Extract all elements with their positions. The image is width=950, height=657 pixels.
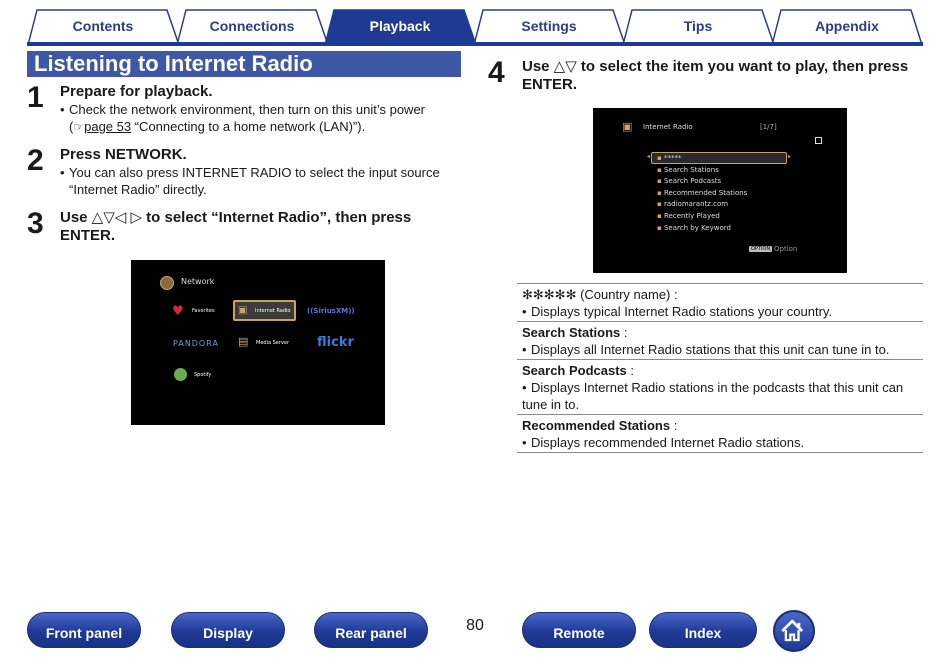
step-2-number: 2 [27, 144, 44, 177]
option-label: Option [774, 245, 798, 253]
favorites-heart-icon: ♥ [172, 304, 184, 319]
desc-recommended-title: Recommended Stations [522, 418, 671, 433]
pandora-logo: PANDORA [173, 339, 219, 348]
step-1-heading: Prepare for playback. [60, 83, 213, 100]
menu-square-icon [815, 137, 822, 144]
internet-radio-screenshot [593, 108, 847, 273]
tab-settings[interactable]: Settings [521, 18, 577, 34]
list-item: ▪ Search Podcasts [657, 177, 722, 186]
network-globe-icon [160, 276, 174, 290]
desc-search-podcasts-title: Search Podcasts [522, 363, 627, 378]
step-3-heading [60, 209, 460, 245]
step-4-heading-b: ENTER. [522, 76, 578, 93]
menu-descriptions [517, 283, 923, 453]
desc-search-podcasts-text-a: Displays Internet Radio stations in the podcasts that this unit can [531, 380, 904, 395]
folder-icon: ▪ [657, 188, 662, 197]
media-server-icon: ▤ [238, 335, 249, 348]
step-4-number: 4 [488, 56, 505, 89]
folder-icon: ▪ [657, 200, 662, 209]
internet-radio-list [657, 153, 747, 234]
home-icon [775, 612, 813, 650]
desc-colon: : [626, 363, 635, 378]
list-item: ▪ radiomarantz.com [657, 200, 729, 209]
desc-search-stations-text: Displays all Internet Radio stations that this unit can tune in to. [531, 342, 890, 357]
front-panel-button[interactable]: Front panel [27, 612, 141, 648]
option-key-badge: OPTION [751, 246, 771, 252]
step-3-heading-b: ENTER. [60, 227, 116, 244]
list-item: ▪ Recently Played [657, 211, 720, 220]
folder-icon: ▪ [657, 165, 662, 174]
tab-connections[interactable]: Connections [209, 18, 295, 34]
favorites-label: Favorites [192, 308, 215, 314]
folder-icon: ▪ [657, 154, 662, 162]
step-3-heading-a: Use △▽◁ ▷ to select “Internet Radio”, then press [60, 209, 412, 226]
step-2-text-b: “Internet Radio” directly. [69, 182, 207, 197]
step-4-heading [522, 58, 922, 94]
desc-search-podcasts-text-b: tune in to. [522, 397, 580, 412]
desc-country-suffix: (Country name) : [576, 287, 678, 302]
page-number: 80 [466, 617, 484, 634]
pointing-hand-icon: ☞ [73, 120, 85, 134]
desc-search-stations-title: Search Stations [522, 325, 621, 340]
network-menu-screenshot [131, 260, 385, 425]
rear-panel-button[interactable]: Rear panel [314, 612, 428, 648]
step-4-heading-a: Use △▽ to select the item you want to play, then press [522, 58, 909, 75]
step-3-number: 3 [27, 207, 44, 240]
tab-contents[interactable]: Contents [72, 18, 134, 34]
list-item: ▪ Search Stations [657, 165, 719, 174]
step-2-heading: Press NETWORK. [60, 146, 187, 163]
siriusxm-logo: ((SiriusXM)) [307, 307, 355, 315]
step-1-text: Check the network environment, then turn on this unit’s power [69, 102, 426, 117]
desc-country-text: Displays typical Internet Radio stations your country. [531, 304, 833, 319]
section-title: Listening to Internet Radio [27, 51, 461, 77]
desc-colon: : [620, 325, 628, 340]
internet-radio-icon: ▣ [622, 120, 633, 133]
list-item: ▪ Recommended Stations [657, 188, 748, 197]
home-button[interactable] [773, 610, 815, 652]
step-1-body: • Check the network environment, then turn on this unit’s power (☞page 53 “Connecting to a home network (LAN)”). [60, 102, 426, 134]
left-arrow-icon: ◂ [647, 153, 651, 160]
spotify-icon [174, 368, 187, 381]
step-2-body: • You can also press INTERNET RADIO to select the input source “Internet Radio” directly. [60, 164, 456, 198]
media-server-label: Media Server [256, 340, 290, 346]
chapter-tabs [27, 8, 923, 46]
network-title: Network [181, 277, 215, 286]
step-2-text-a: You can also press INTERNET RADIO to select the input source [69, 165, 440, 180]
folder-icon: ▪ [657, 177, 662, 186]
folder-icon: ▪ [657, 211, 662, 220]
step-1-ref-text: “Connecting to a home network (LAN)”). [131, 119, 366, 134]
internet-radio-selected-item [233, 300, 296, 321]
desc-recommended-text: Displays recommended Internet Radio stations. [531, 435, 805, 450]
index-button[interactable]: Index [649, 612, 757, 648]
flickr-logo: flickr [317, 335, 354, 350]
display-button[interactable]: Display [171, 612, 285, 648]
tab-playback[interactable]: Playback [369, 18, 431, 34]
folder-icon: ▪ [657, 223, 662, 232]
desc-row-search-podcasts: Search Podcasts : • Displays Internet Radio stations in the podcasts that this unit can tune in to. [517, 359, 923, 414]
page-53-link[interactable]: page 53 [84, 119, 132, 134]
list-item: ▪ Search by Keyword [657, 223, 731, 232]
desc-country-stars: ✻✻✻✻✻ [522, 287, 577, 302]
desc-colon: : [670, 418, 678, 433]
step-1-number: 1 [27, 81, 44, 114]
paren-open: ( [69, 119, 74, 134]
internet-radio-title: Internet Radio [643, 123, 693, 131]
desc-row-search-stations: Search Stations : • Displays all Internet Radio stations that this unit can tune in to. [517, 321, 923, 359]
internet-radio-label: Internet Radio [255, 308, 291, 314]
tab-tips[interactable]: Tips [683, 18, 713, 34]
desc-row-recommended: Recommended Stations : • Displays recommended Internet Radio stations. [517, 414, 923, 453]
desc-row-country: ✻✻✻✻✻ (Country name) : • Displays typical Internet Radio stations your country. [517, 283, 923, 321]
list-item: ▪ ***** [657, 154, 682, 162]
radio-icon: ▣ [238, 305, 248, 316]
page-indicator: [1/7] [760, 123, 777, 131]
right-arrow-icon: ▸ [788, 153, 792, 160]
tab-appendix[interactable]: Appendix [815, 18, 879, 34]
remote-button[interactable]: Remote [522, 612, 636, 648]
spotify-label: Spotify [194, 372, 212, 378]
